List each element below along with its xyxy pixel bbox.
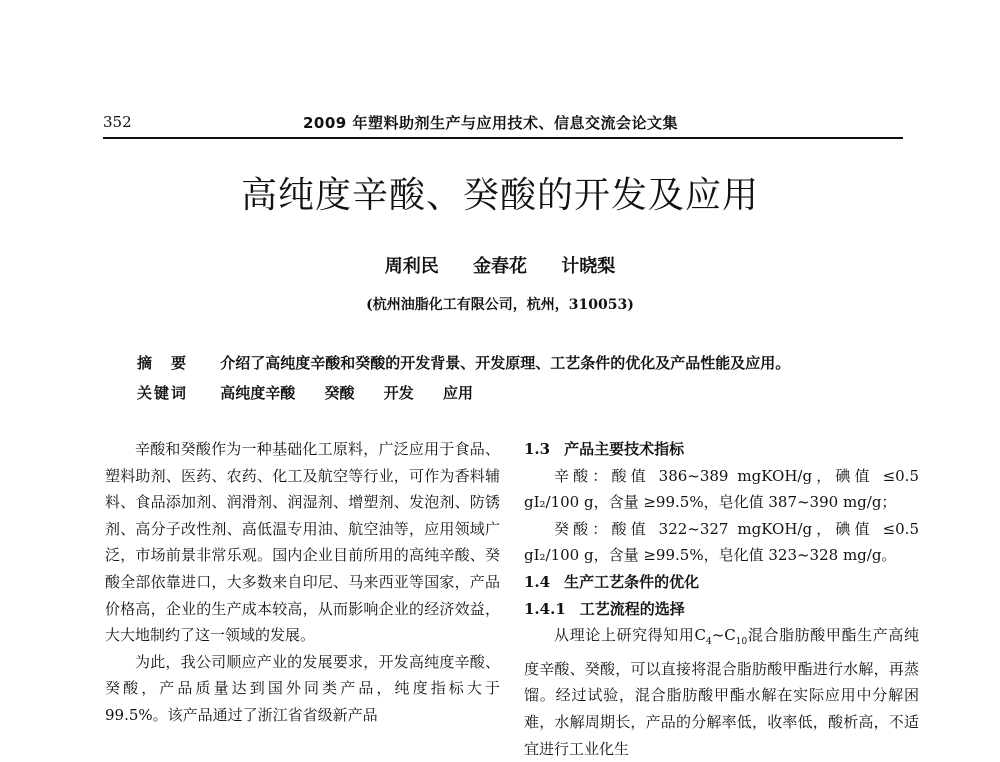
page-number: 352 [103,113,132,131]
running-header [103,109,903,139]
chemical-formula [694,626,748,648]
section-title: 产品主要技术指标 [564,440,685,458]
section-title: 工艺流程的选择 [579,599,685,618]
abstract-label: 摘 要 [137,354,189,372]
section-heading-1-3 [524,436,919,463]
section-heading-1-4 [524,569,919,596]
body-column-right [524,436,919,762]
paragraph-text: 从理论上研究得知用 [554,626,695,645]
body-paragraph [524,622,919,762]
keywords-label: 关键词 [137,384,189,402]
keywords [137,382,497,403]
keyword-term: 应用 [442,384,473,402]
body-column-left [105,436,500,729]
author-name: 金春花 [473,256,527,277]
formula-subscript: 4 [706,637,712,648]
author-list [0,252,1000,278]
affiliation: (杭州油脂化工有限公司，杭州，310053) [366,297,634,313]
body-paragraph: 辛酸和癸酸作为一种基础化工原料，广泛应用于食品、塑料助剂、医药、农药、化工及航空等行业，可作为香料辅料、食品添加剂、润滑剂、润湿剂、增塑剂、发泡剂、防锈剂、高分子改性剂、高低温专用油、航空油等，应用领域广泛，市场前景非常乐观。国内企业目前所用的高纯辛酸、癸酸全部依靠进口，大多数来自印尼、马来西亚等国家，产品价格高，企业的生产成本较高，从而影响企业的经济效益，大大地制约了这一领域的发展。 [105,440,500,645]
spec-octanoic-acid: 辛酸：酸值 386~389 mgKOH/g，碘值 ≤0.5 gI₂/100 g，含量 ≥99.5%，皂化值 387~390 mg/g； [524,466,919,512]
keyword-term: 高纯度辛酸 [220,384,296,402]
author-name: 计晓梨 [561,256,616,277]
keyword-term: 开发 [383,384,414,402]
section-number: 1.3 [524,440,551,458]
paragraph-text: 混合脂肪酸甲酯生产高纯度辛酸、癸酸，可以直接将混合脂肪酸甲酯进行水解，再蒸馏。经过试验，混合脂肪酸甲酯水解在实际应用中分解困难，水解周期长，产品的分解率低，收率低，酸析高，不适宜进行工业化生 [524,626,919,758]
running-title: 2009 年塑料助剂生产与应用技术、信息交流会论文集 [303,114,678,132]
abstract [137,352,790,373]
author-name: 周利民 [384,256,439,277]
keyword-term: 癸酸 [324,384,355,402]
section-number: 1.4.1 [524,599,566,618]
paper-title: 高纯度辛酸、癸酸的开发及应用 [240,175,759,216]
section-title: 生产工艺条件的优化 [564,572,700,591]
formula-part: C [694,626,706,645]
body-paragraph: 为此，我公司顺应产业的发展要求，开发高纯度辛酸、癸酸，产品质量达到国外同类产品，纯度指标大于 99.5%。该产品通过了浙江省省级新产品 [105,652,500,724]
spec-decanoic-acid: 癸酸：酸值 322~327 mgKOH/g，碘值 ≤0.5 gI₂/100 g，含量 ≥99.5%，皂化值 323~328 mg/g。 [524,519,919,565]
formula-subscript: 10 [735,637,748,648]
abstract-text: 介绍了高纯度辛酸和癸酸的开发背景、开发原理、工艺条件的优化及产品性能及应用。 [220,354,791,372]
section-heading-1-4-1 [524,596,919,623]
section-number: 1.4 [524,572,551,591]
formula-part: ~C [711,626,736,645]
